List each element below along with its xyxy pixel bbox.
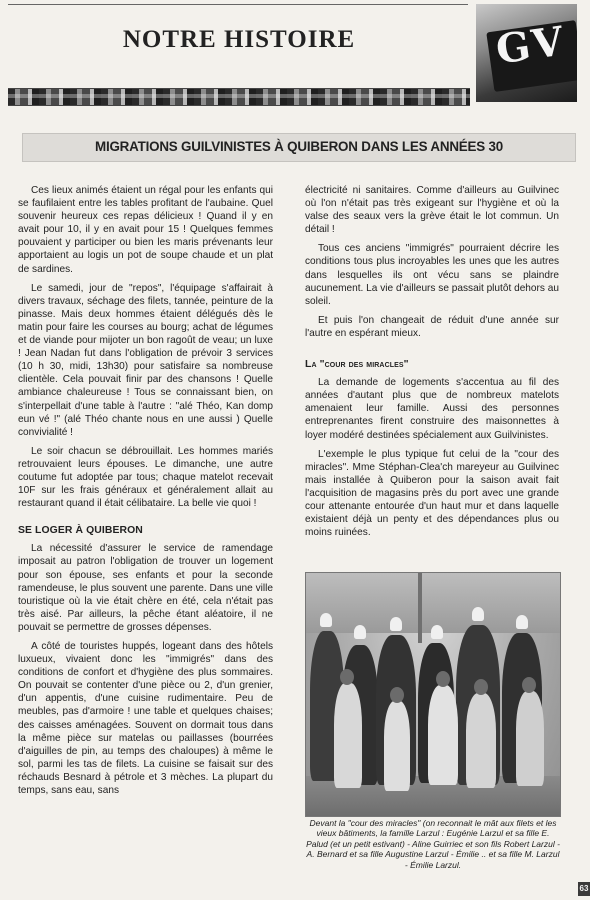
photo-figure bbox=[428, 685, 458, 785]
paragraph: Ces lieux animés étaient un régal pour les enfants qui se faufilaient entre les tables profitant de l'aubaine. Quel souvenir heureux ces repas délicieux ! Quand il y en avait pour 10, il y en avait pour 15 ! Quelques femmes pouvaient y participer ou bien les maris prévenants leur apportaient au logis un pot de soupe chaude et un plat de sardines. bbox=[18, 185, 273, 275]
photo-child-head bbox=[522, 677, 536, 693]
paragraph: La demande de logements s'accentua au fil des années d'autant plus que de nombreux matelots amenaient leur famille. Aussi des personnes entreprenantes firent construire des maisonnettes à loyer modéré destinées spécialement aux Guilvinistes. bbox=[305, 377, 559, 441]
photo-mast bbox=[418, 573, 422, 643]
photo-figure bbox=[384, 701, 410, 791]
photo-figure bbox=[334, 683, 362, 788]
photo-figure bbox=[466, 693, 496, 788]
photo-child-head bbox=[390, 687, 404, 703]
photo-coiffe bbox=[472, 607, 484, 621]
paragraph: électricité ni sanitaires. Comme d'ailleurs au Guilvinec où l'on n'était pas très exigeant sur l'hygiène et où la valse des seaux vers la grève était le lot commun. Un détail ! bbox=[305, 185, 559, 236]
header-photo-band bbox=[8, 88, 470, 106]
subheading-cour-des-miracles: La "cour des miracles" bbox=[305, 359, 409, 371]
left-column bbox=[18, 184, 273, 803]
photo-coiffe bbox=[354, 625, 366, 639]
page-number: 63 bbox=[578, 882, 590, 896]
right-column bbox=[305, 184, 559, 545]
paragraph: Tous ces anciens "immigrés" pourraient décrire les conditions tous plus incroyables les unes que les autres dans lesquelles ils ont vécu sans se plaindre aucunement. La vie d'ailleurs se passait plutôt dehors au soleil. bbox=[305, 243, 559, 307]
paragraph: La nécessité d'assurer le service de ramendage imposait au patron l'obligation de trouver un logement pour son épouse, ses enfants et pour la seconde ramendeuse, le plus souvent une parente. Dans une ville touristique où la vie était chère en été, cela n'était pas très aisé. Par ailleurs, la pêche étant aléatoire, il ne pouvait se permettre de grosses dépenses. bbox=[18, 543, 273, 633]
paragraph: L'exemple le plus typique fut celui de la "cour des miracles". Mme Stéphan-Clea'ch mareyeur au Guilvinec mais installée à Quiberon pour la saison avait fait l'acquisition de magasins près du port avec une grande cour attenante entourée d'un haut mur et dans laquelle existaient déjà un penty et des dépendances plus ou moins ruinées. bbox=[305, 448, 559, 539]
article-title: MIGRATIONS GUILVINISTES À QUIBERON DANS LES ANNÉES 30 bbox=[94, 139, 504, 154]
gv-logo bbox=[476, 4, 577, 102]
paragraph: A côté de touristes huppés, logeant dans des hôtels luxueux, vivaient donc les "immigrés" dans des conditions de confort et d'hygiène des plus sommaires. On pouvait se contenter d'une pièce ou 2, d'un grenier, d'un appentis, d'une cuisine rudimentaire. Peu de meubles, pas d'armoire ! une table et quelques chaises; des caisses aménagées. Souvent on dormait tous dans la même pièce sur matelas ou paillasses (bourrées d'aiguilles de pin, au temps des chaloupes) à même le sol, parmi les tas de filets. La cuisine se faisait sur des réchauds Besnard à pétrole et 3 mèches. La plupart du temps, sans eau, sans bbox=[18, 641, 273, 797]
paragraph: Et puis l'on changeait de réduit d'une année sur l'autre en espérant mieux. bbox=[305, 314, 559, 339]
photo-figure bbox=[516, 691, 544, 786]
section-title: NOTRE HISTOIRE bbox=[122, 26, 356, 53]
family-photo bbox=[305, 572, 561, 817]
photo-coiffe bbox=[320, 613, 332, 627]
header-rule bbox=[8, 4, 468, 5]
photo-coiffe bbox=[390, 617, 402, 631]
paragraph: Le samedi, jour de "repos", l'équipage s'affairait à divers travaux, séchage des filets, tannée, peinture de la pinasse. Mais deux hommes étaient délégués dès le matin pour faire les courses au bourg; achat de légumes et de viande pour mijoter un bon ragoût de veau; un luxe ! Jean Nadan fut dans l'obligation de prévoir 3 services (10 h 30, midi, 13h30) pour satisfaire sa nombreuse clientèle. Cela pouvait finir par des chansons ! Quelle ambiance chaleureuse ! Tous se connaissant bien, on s'interpellait d'une table à l'autre : "alé Théo, Kan domp eun vé !" (alé Théo chante nous en une aussi ) Quelle convivialité ! bbox=[18, 282, 273, 438]
logo-letters: GV bbox=[493, 17, 569, 74]
photo-child-head bbox=[436, 671, 450, 687]
article-title-box bbox=[22, 133, 576, 162]
photo-coiffe bbox=[431, 625, 443, 639]
photo-child-head bbox=[474, 679, 488, 695]
subheading-se-loger: SE LOGER À QUIBERON bbox=[18, 525, 143, 537]
paragraph: Le soir chacun se débrouillait. Les hommes mariés retrouvaient leurs épouses. Le dimanche, une autre coutume fut adoptée par tous; chaque matelot recevait 10F sur les frais généraux et généralement allait au restaurant quand il était célibataire. La belle vie quoi ! bbox=[18, 445, 273, 510]
photo-coiffe bbox=[516, 615, 528, 629]
photo-caption: Devant la "cour des miracles" (on reconnait le mât aux filets et les vieux bâtiments, la famille Larzul : Eugénie Larzul et sa fille E. Palud (et un petit estivant) - Aline Guirriec et son fils Robert Larzul - A. Bernard et sa fille Augustine Larzul - Émilie .. et sa fille M. Larzul - Émilie Larzul. bbox=[306, 818, 560, 870]
photo-child-head bbox=[340, 669, 354, 685]
